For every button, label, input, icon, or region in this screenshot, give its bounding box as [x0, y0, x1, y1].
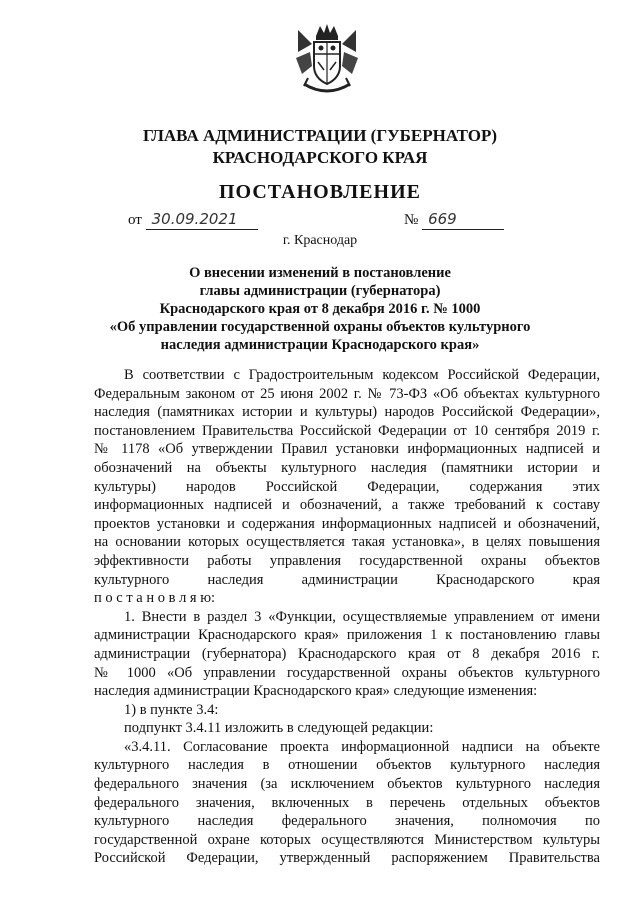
body-line: № 1000 «Об управлении государственной охраны объектов культурного	[94, 664, 600, 681]
document-type-heading: ПОСТАНОВЛЕНИЕ	[219, 181, 421, 203]
body-line: проектов установки и содержания информационных надписей и обозначений,	[94, 515, 600, 532]
title-line: О внесении изменений в постановление	[189, 265, 451, 281]
authority-title-line2: КРАСНОДАРСКОГО КРАЯ	[212, 148, 428, 167]
date-value: 30.09.2021	[146, 210, 258, 230]
resolves-word: п о с т а н о в л я ю:	[94, 590, 216, 607]
body-line: обозначений на объекты культурного наследия (памятники истории и	[94, 459, 600, 476]
body-line: В соответствии с Градостроительным кодексом Российской Федерации,	[124, 367, 600, 383]
body-line: культурного наследия федерального значения, полномочия по	[94, 813, 600, 830]
body-line: администрации (губернатора) Краснодарского края от 8 декабря 2016 г.	[94, 645, 600, 662]
number-field	[404, 210, 504, 230]
body-line: № 1178 «Об утверждении Правил установки информационных надписей и	[94, 441, 600, 458]
body-line: эффективности работы управления государственной охраны объектов	[94, 552, 600, 569]
authority-title-line1: ГЛАВА АДМИНИСТРАЦИИ (ГУБЕРНАТОР)	[142, 126, 497, 145]
body-line: культурного наследия в отношении объектов культурного наследия	[94, 757, 600, 774]
body-line: Российской Федерации, утвержденный распоряжением Правительства	[94, 850, 600, 867]
body-line: «3.4.11. Согласование проекта информационной надписи на объекте	[124, 738, 600, 755]
body-line: культурного наследия администрации Краснодарского края	[94, 571, 600, 588]
body-line: постановлением Правительства Российской Федерации от 10 сентября 2019 г.	[94, 422, 600, 439]
date-prefix: от	[128, 212, 142, 228]
title-line: главы администрации (губернатора)	[199, 283, 441, 299]
title-line: наследия администрации Краснодарского края»	[160, 337, 480, 353]
body-line: федерального значения (за исключением объектов культурного наследия	[94, 776, 600, 793]
body-line: культуры) народов Российской Федерации, содержания этих	[94, 478, 600, 495]
body-line: подпункт 3.4.11 изложить в следующей редакции:	[124, 720, 434, 737]
body-line: наследия администрации Краснодарского края» следующие изменения:	[94, 683, 538, 700]
body-line: 1. Внести в раздел 3 «Функции, осуществляемые управлением от имени	[124, 608, 600, 625]
city-line: г. Краснодар	[282, 233, 358, 248]
body-line: наследия (памятниках истории и культуры) народов Российской Федерации»,	[94, 404, 600, 421]
body-line: Федеральным законом от 25 июня 2002 г. № 73-ФЗ «Об объектах культурного	[94, 385, 600, 402]
body-line: федерального значения, включенных в перечень отдельных объектов	[94, 794, 600, 811]
title-line: Краснодарского края от 8 декабря 2016 г. № 1000	[159, 301, 481, 317]
body-line: администрации Краснодарского края» приложения 1 к постановлению главы	[94, 627, 600, 644]
body-line: государственной охране которых осуществляются Министерством культуры	[94, 831, 600, 848]
coat-of-arms-emblem	[294, 22, 360, 100]
document-body	[94, 366, 600, 868]
body-line: на основании которых осуществляется такая установка», в целях повышения	[94, 534, 600, 551]
body-line: информационных надписей и обозначений, а также требований к составу	[94, 497, 600, 514]
number-value: 669	[422, 210, 504, 230]
title-line: «Об управлении государственной охраны объектов культурного	[109, 319, 531, 335]
number-prefix: №	[404, 212, 419, 228]
body-line: 1) в пункте 3.4:	[124, 701, 219, 718]
date-field	[128, 210, 258, 230]
resolution-title	[0, 264, 640, 354]
